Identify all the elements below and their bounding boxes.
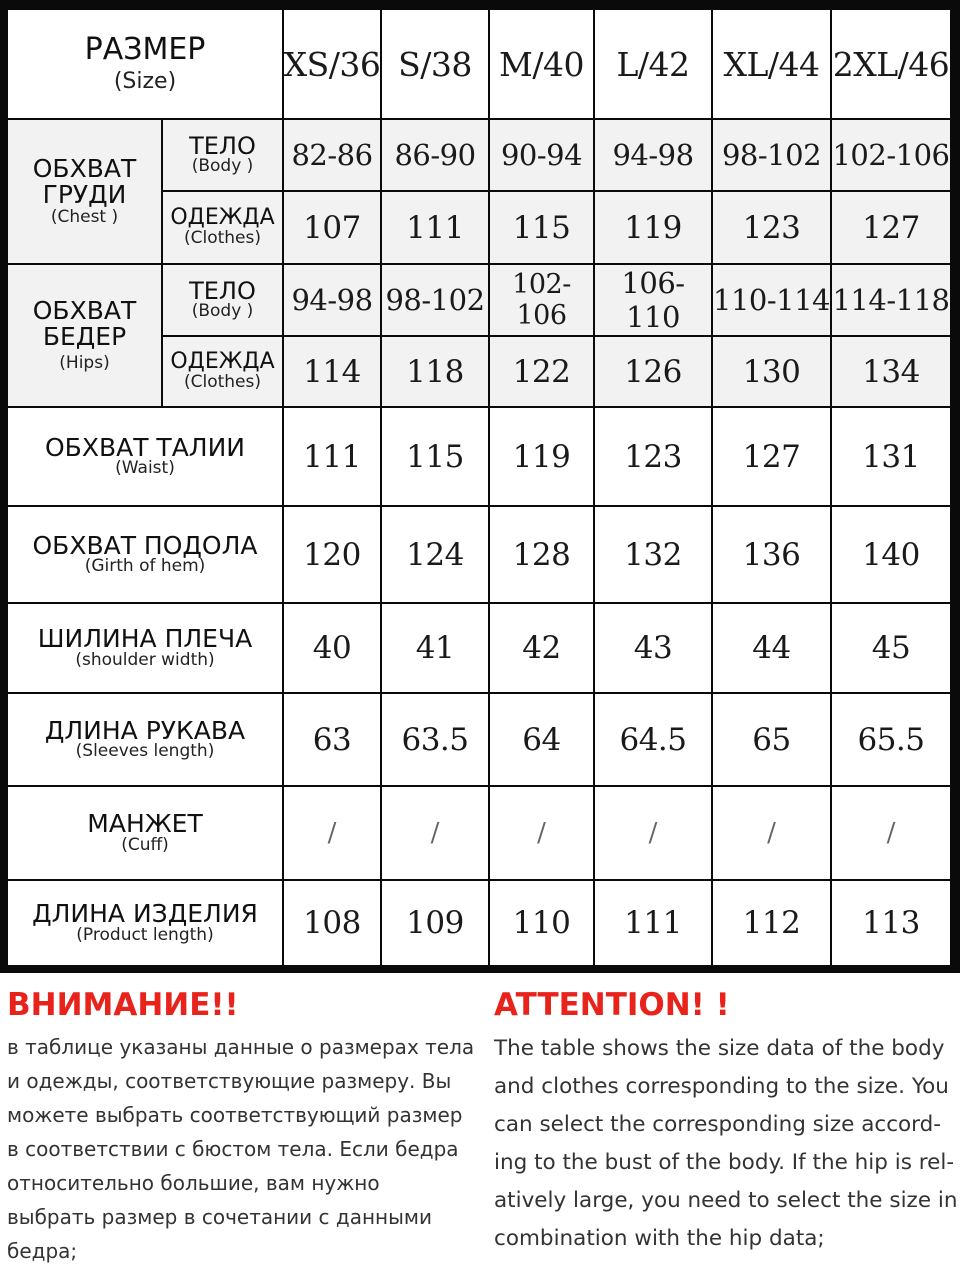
shoulder-value (284, 604, 380, 692)
shoulder-value (832, 604, 950, 692)
chest-clothes-value (284, 192, 380, 263)
sleeves-row-label (8, 694, 282, 785)
value-text: 64.5 (619, 721, 687, 758)
hips-body-label (163, 265, 282, 335)
size-column-header (284, 10, 380, 118)
hips-body-value (490, 265, 593, 335)
notice-ru-line: и одежды, соответствующие размеру. Вы (7, 1069, 452, 1094)
length-value (713, 881, 830, 965)
value-text: 43 (633, 630, 673, 666)
size-label: XS/36 (283, 44, 381, 84)
notice-en-body (494, 1030, 956, 1258)
notice-en (494, 973, 956, 1280)
hips-body-value (595, 265, 711, 335)
size-header-cell (8, 10, 282, 118)
value-text: 131 (862, 438, 920, 475)
chest-clothes-value (832, 192, 950, 263)
cuff-value (284, 787, 380, 879)
row-label-en: (Cuff) (121, 834, 169, 855)
value-text: / (327, 818, 337, 848)
value-text: 130 (742, 353, 801, 390)
chest-clothes-value (490, 192, 593, 263)
row-label-en: (Sleeves length) (75, 741, 215, 762)
notice-ru (7, 973, 487, 1280)
chest-clothes-label-ru: ОДЕЖДА (170, 205, 275, 231)
hips-clothes-value (490, 337, 593, 406)
row-label-ru: ОБХВАТ ТАЛИИ (45, 432, 245, 462)
notice-ru-body (7, 1030, 487, 1268)
value-text: 127 (742, 438, 801, 475)
hem-value (832, 507, 950, 602)
chest-clothes-value (713, 192, 830, 263)
value-text: 106-110 (621, 266, 685, 334)
value-text: 111 (303, 438, 361, 475)
value-text: 127 (862, 209, 920, 246)
value-text: 94-98 (291, 283, 373, 317)
chest-body-value (382, 120, 488, 190)
notice-ru-line: выбрать размер в сочетании с данными (7, 1205, 432, 1230)
value-text: 114-118 (832, 283, 950, 317)
value-text: 122 (512, 353, 571, 390)
hips-label-line1: ОБХВАТ (32, 295, 137, 325)
hem-value (490, 507, 593, 602)
notice-en-line: atively large, you need to select the size in (494, 1188, 958, 1214)
sleeves-value (382, 694, 488, 785)
value-text: 124 (406, 536, 464, 573)
chest-body-value (284, 120, 380, 190)
shoulder-value (382, 604, 488, 692)
waist-value (490, 408, 593, 505)
value-text: 45 (871, 630, 911, 666)
hips-group-label (8, 265, 161, 406)
sleeves-value (832, 694, 950, 785)
waist-value (832, 408, 950, 505)
sleeves-value (490, 694, 593, 785)
hem-value (595, 507, 711, 602)
row-label-ru: ДЛИНА РУКАВА (44, 715, 246, 745)
chest-clothes-value (595, 192, 711, 263)
size-column-header (595, 10, 711, 118)
row-label-ru: МАНЖЕТ (87, 809, 203, 839)
cuff-value (490, 787, 593, 879)
size-column-header (832, 10, 950, 118)
notice-en-line: combination with the hip data; (494, 1226, 825, 1252)
length-value (382, 881, 488, 965)
cuff-value (382, 787, 488, 879)
chest-body-value (595, 120, 711, 190)
shoulder-row-label (8, 604, 282, 692)
notice-ru-title: ВНИМАНИЕ!! (7, 987, 239, 1023)
waist-value (382, 408, 488, 505)
hips-body-label-ru: ТЕЛО (189, 276, 256, 305)
chest-body-value (832, 120, 950, 190)
waist-value (713, 408, 830, 505)
value-text: 113 (862, 905, 920, 941)
hips-clothes-value (595, 337, 711, 406)
value-text: 140 (862, 536, 920, 573)
chest-group-label (8, 120, 161, 263)
chest-body-label-ru: ТЕЛО (189, 131, 256, 160)
value-text: 115 (512, 209, 571, 246)
value-text: 110-114 (713, 283, 831, 317)
value-text: 44 (752, 630, 791, 666)
waist-row-label (8, 408, 282, 505)
value-text: 111 (406, 209, 464, 246)
value-text: 123 (624, 438, 682, 475)
hips-clothes-value (713, 337, 830, 406)
chest-clothes-value (382, 192, 488, 263)
chest-clothes-label (163, 192, 282, 263)
size-label: M/40 (499, 44, 584, 84)
value-text: / (537, 818, 546, 848)
hips-body-label-en: (Body ) (191, 301, 254, 322)
notice-en-line: ing to the bust of the body. If the hip is rel- (494, 1150, 955, 1176)
size-column-header (490, 10, 593, 118)
row-label-en: (shoulder width) (75, 649, 215, 670)
hips-body-value (382, 265, 488, 335)
waist-value (284, 408, 380, 505)
length-value (832, 881, 950, 965)
value-text: 107 (303, 209, 361, 246)
value-text: 63.5 (401, 721, 469, 758)
value-text: 112 (742, 905, 801, 941)
value-text: 109 (406, 905, 464, 941)
length-value (284, 881, 380, 965)
hem-row-label (8, 507, 282, 602)
row-label-ru: ШИЛИНА ПЛЕЧА (37, 624, 253, 654)
chest-clothes-label-en: (Clothes) (183, 227, 261, 248)
value-text: 111 (624, 905, 682, 941)
hem-value (284, 507, 380, 602)
notice-ru-line: в соответствии с бюстом тела. Если бедра (7, 1137, 459, 1162)
chest-label-en: (Chest ) (50, 207, 119, 228)
chest-body-label (163, 120, 282, 190)
waist-value (595, 408, 711, 505)
row-label-en: (Girth of hem) (84, 556, 206, 577)
length-value (490, 881, 593, 965)
hips-clothes-value (284, 337, 380, 406)
value-text: 132 (624, 536, 682, 573)
hips-clothes-value (382, 337, 488, 406)
value-text: 65.5 (857, 721, 925, 758)
sleeves-value (284, 694, 380, 785)
shoulder-value (490, 604, 593, 692)
notice-ru-line: относительно большие, вам нужно (7, 1171, 380, 1196)
value-text: 86-90 (394, 138, 476, 172)
row-label-ru: ОБХВАТ ПОДОЛА (32, 530, 258, 560)
value-text: 64 (522, 721, 561, 758)
value-text: 98-102 (385, 283, 485, 317)
hips-label-line2: БЕДЕР (42, 321, 127, 351)
chest-label-line2: ГРУДИ (42, 179, 127, 209)
hips-label-en: (Hips) (59, 353, 110, 374)
value-text: / (886, 818, 896, 848)
notice-en-line: and clothes corresponding to the size. You (494, 1074, 949, 1100)
chest-label-line1: ОБХВАТ (32, 153, 137, 183)
value-text: 98-102 (721, 138, 822, 172)
value-text: / (648, 818, 658, 848)
value-text: 40 (312, 630, 352, 666)
value-text: 102-106 (832, 138, 950, 172)
notice-ru-line: можете выбрать соответствующий размер (7, 1103, 463, 1128)
hips-clothes-label (163, 337, 282, 406)
value-text: 115 (406, 438, 464, 475)
value-text: 120 (303, 536, 361, 573)
value-text: 126 (624, 353, 682, 390)
value-text: 119 (624, 209, 682, 246)
chest-body-value (713, 120, 830, 190)
value-text: 136 (742, 536, 801, 573)
size-label: S/38 (398, 44, 472, 84)
hips-body-value (284, 265, 380, 335)
notice-en-line: can select the corresponding size accord- (494, 1112, 942, 1138)
size-column-header (713, 10, 830, 118)
notice-en-title: ATTENTION! ! (494, 987, 730, 1023)
hem-value (713, 507, 830, 602)
hem-value (382, 507, 488, 602)
value-text: 119 (512, 438, 571, 475)
hips-clothes-value (832, 337, 950, 406)
cuff-value (595, 787, 711, 879)
shoulder-value (713, 604, 830, 692)
size-label: L/42 (616, 44, 690, 84)
length-value (595, 881, 711, 965)
cuff-row-label (8, 787, 282, 879)
sleeves-value (713, 694, 830, 785)
notice-en-line: The table shows the size data of the body (494, 1036, 945, 1062)
hips-body-value (832, 265, 950, 335)
value-text: 110 (512, 905, 571, 941)
chest-body-value (490, 120, 593, 190)
size-label: 2XL/46 (832, 44, 950, 84)
row-label-en: (Waist) (115, 458, 175, 479)
cuff-value (832, 787, 950, 879)
value-text: 108 (303, 905, 361, 941)
row-label-ru: ДЛИНА ИЗДЕЛИЯ (32, 899, 258, 929)
value-text: 42 (522, 630, 561, 666)
notice-ru-line: в таблице указаны данные о размерах тела (7, 1035, 475, 1060)
value-text: 90-94 (500, 138, 583, 172)
size-column-header (382, 10, 488, 118)
chest-body-label-en: (Body ) (191, 156, 254, 177)
hips-clothes-label-ru: ОДЕЖДА (170, 349, 275, 375)
hips-body-value (713, 265, 830, 335)
value-text: 123 (742, 209, 801, 246)
sleeves-value (595, 694, 711, 785)
value-text: 114 (303, 353, 361, 390)
value-text: / (430, 818, 440, 848)
size-header-label-en: (Size) (113, 68, 177, 94)
value-text: 82-86 (291, 138, 373, 172)
value-text: 118 (406, 353, 464, 390)
size-label: XL/44 (723, 44, 820, 84)
size-header-label: РАЗМЕР (84, 32, 206, 67)
value-text: 134 (862, 353, 920, 390)
notice-ru-line: бедра; (7, 1239, 78, 1264)
shoulder-value (595, 604, 711, 692)
length-row-label (8, 881, 282, 965)
value-text: / (767, 818, 776, 848)
hips-clothes-label-en: (Clothes) (183, 371, 261, 392)
row-label-en: (Product length) (76, 924, 214, 945)
value-text: 94-98 (612, 138, 694, 172)
value-text: 65 (752, 721, 791, 758)
value-text: 41 (415, 630, 455, 666)
value-text: 63 (312, 721, 352, 758)
cuff-value (713, 787, 830, 879)
value-text: 102-106 (512, 269, 571, 331)
value-text: 128 (512, 536, 571, 573)
